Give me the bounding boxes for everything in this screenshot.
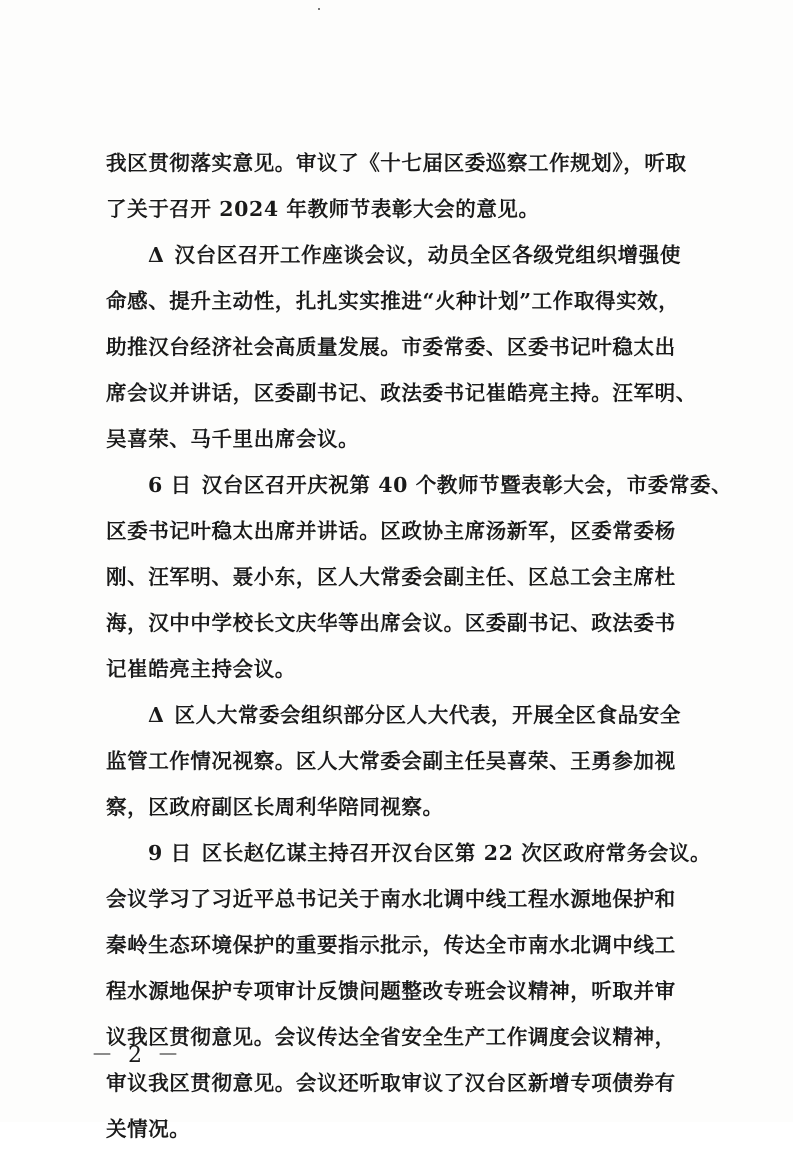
text-line: 汉台区召开庆祝第 40 个教师节暨表彰大会，市委常委、 — [201, 473, 733, 497]
document-body — [106, 140, 733, 1152]
paragraph-dated-entry — [106, 462, 733, 692]
text-line: 刚、汪军明、聂小东，区人大常委会副主任、区总工会主席杜 — [106, 565, 676, 589]
paragraph-delta-item — [106, 232, 697, 462]
paragraph-delta-item — [106, 692, 686, 830]
text-line: 察，区政府副区长周利华陪同视察。 — [106, 795, 444, 819]
entry-date: 9 日 — [148, 841, 192, 865]
text-line: 命感、提升主动性，扎扎实实推进“火种计划”工作取得实效， — [106, 289, 680, 313]
delta-marker: Δ — [148, 703, 165, 727]
text-line: 我区贯彻落实意见。审议了《十七届区委巡察工作规划》，听取 — [106, 151, 687, 175]
text-line: 会议学习了习近平总书记关于南水北调中线工程水源地保护和 — [106, 887, 676, 911]
text-line-first — [106, 232, 686, 278]
text-line: 了关于召开 2024 年教师节表彰大会的意见。 — [106, 197, 540, 221]
text-line-first — [106, 692, 686, 738]
text-line: 秦岭生态环境保护的重要指示批示，传达全市南水北调中线工 — [106, 933, 676, 957]
scan-speck — [318, 8, 320, 10]
text-line: 席会议并讲话，区委副书记、政法委书记崔皓亮主持。汪军明、 — [106, 381, 697, 405]
text-line-first — [106, 462, 733, 508]
text-line: 助推汉台经济社会高质量发展。市委常委、区委书记叶稳太出 — [106, 335, 676, 359]
page-number: － 2 － — [91, 1043, 183, 1068]
paragraph-dated-entry — [106, 830, 712, 1152]
text-line-first — [106, 830, 712, 876]
text-line: 议我区贯彻意见。会议传达全省安全生产工作调度会议精神， — [106, 1025, 676, 1049]
text-line: 监管工作情况视察。区人大常委会副主任吴喜荣、王勇参加视 — [106, 749, 676, 773]
text-line: 程水源地保护专项审计反馈问题整改专班会议精神，听取并审 — [106, 979, 676, 1003]
text-line: 区人大常委会组织部分区人大代表，开展全区食品安全 — [174, 703, 681, 727]
delta-marker: Δ — [148, 243, 165, 267]
text-line: 记崔皓亮主持会议。 — [106, 657, 296, 681]
text-line: 关情况。 — [106, 1117, 191, 1141]
text-line: 区长赵亿谋主持召开汉台区第 22 次区政府常务会议。 — [201, 841, 712, 865]
text-line: 海，汉中中学校长文庆华等出席会议。区委副书记、政法委书 — [106, 611, 676, 635]
text-line: 汉台区召开工作座谈会议，动员全区各级党组织增强使 — [174, 243, 681, 267]
text-line: 审议我区贯彻意见。会议还听取审议了汉台区新增专项债券有 — [106, 1071, 676, 1095]
entry-date: 6 日 — [148, 473, 192, 497]
text-line: 吴喜荣、马千里出席会议。 — [106, 427, 360, 451]
paragraph-continuation — [106, 140, 686, 232]
text-line: 区委书记叶稳太出席并讲话。区政协主席汤新军，区委常委杨 — [106, 519, 676, 543]
